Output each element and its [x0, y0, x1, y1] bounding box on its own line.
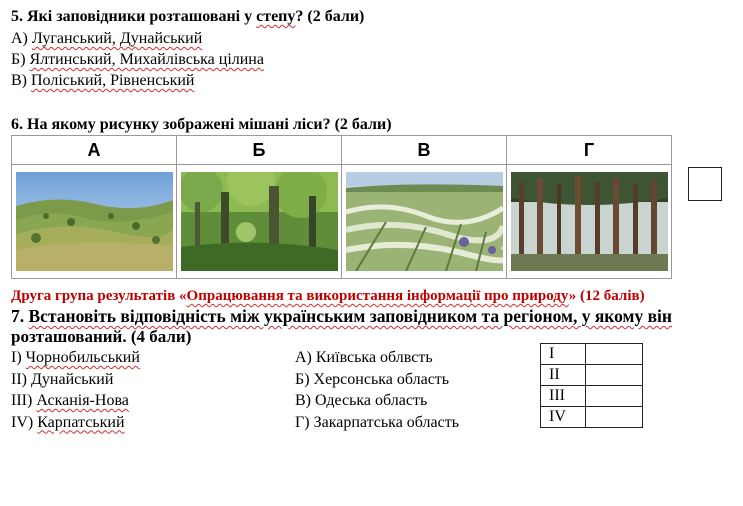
section-header-suffix: » (12 балів): [568, 288, 645, 304]
section-header-prefix: Друга група результатів «: [11, 288, 187, 304]
q5-option-v-prefix: В): [11, 72, 31, 89]
q7-answer-label: IV: [541, 407, 586, 428]
q6-cell-b: [177, 165, 342, 279]
section-header: [11, 286, 645, 306]
pine-forest-photo: [511, 172, 668, 271]
q6-cell-a: [12, 165, 177, 279]
q7-answer-cell[interactable]: [586, 386, 643, 407]
q7-left-prefix: I): [11, 349, 26, 366]
q5-title-prefix: 5.: [11, 8, 27, 25]
q7-left-prefix: III): [11, 392, 37, 409]
q5-option-b-prefix: Б): [11, 51, 30, 68]
q7-right-item: Г) Закарпатська область: [295, 413, 460, 431]
q7-title-line2: розташований. (4 бали): [11, 327, 192, 346]
q7-right-item: А) Київська облвсть: [295, 349, 433, 366]
q5-title: [11, 7, 364, 27]
table-row: [541, 365, 643, 386]
q6-title: 6. На якому рисунку зображені мішані ліси? (2 бали): [11, 116, 392, 133]
q6-column-b: Б: [177, 136, 342, 165]
q5-title-word: степу: [256, 8, 296, 25]
q7-right-item: В) Одеська область: [295, 392, 428, 409]
q5-option-a-text: Луганський, Дунайський: [31, 30, 203, 47]
table-row: [541, 344, 643, 365]
hills-grassland-photo: [16, 172, 173, 271]
q7-right-column: [295, 347, 459, 433]
q7-answer-table: [540, 343, 643, 428]
q7-left-text: Чорнобильський: [25, 349, 140, 366]
section-header-highlight: Опрацювання та використання інформації про природу: [186, 288, 569, 304]
q7-left-text: Асканія-Нова: [36, 392, 129, 409]
q7-left-column: [11, 347, 140, 433]
q6-column-a: А: [12, 136, 177, 165]
q6-answer-box[interactable]: [688, 167, 722, 201]
table-row: [541, 407, 643, 428]
q5-option-b: [11, 50, 264, 70]
q5-option-b-text: Ялтинський, Михайлівська цілина: [29, 51, 264, 68]
q7-title-prefix: 7.: [11, 306, 29, 326]
q5-option-a: [11, 29, 202, 49]
q7-left-item: [11, 412, 140, 434]
q7-answer-label: I: [541, 344, 586, 365]
q6-column-v: В: [342, 136, 507, 165]
q7-left-text: Карпатський: [37, 413, 125, 431]
q7-left-text: Дунайський: [30, 370, 114, 388]
q6-image-table: [11, 135, 672, 279]
q5-option-v-text: Поліський, Рівненський: [31, 72, 195, 89]
q7-title-main: Встановіть відповідність між українським заповідником та регіоном, у якому він: [28, 306, 673, 326]
q5-title-main: Які заповідники розташовані у: [27, 8, 257, 25]
q7-answer-cell[interactable]: [586, 365, 643, 386]
q5-title-points: ? (2 бали): [295, 8, 365, 25]
q7-left-item: [11, 390, 140, 412]
q7-answer-cell[interactable]: [586, 344, 643, 365]
q7-left-prefix: IV): [11, 413, 38, 431]
q7-answer-label: III: [541, 386, 586, 407]
q7-right-item: Б) Херсонська область: [295, 370, 450, 388]
q7-left-prefix: II): [11, 370, 31, 388]
feather-grass-steppe-photo: [346, 172, 503, 271]
q6-column-g: Г: [507, 136, 672, 165]
table-row: [541, 386, 643, 407]
q7-answer-cell[interactable]: [586, 407, 643, 428]
deciduous-forest-photo: [181, 172, 338, 271]
q5-option-v: [11, 71, 195, 91]
q7-answer-label: II: [541, 365, 586, 386]
q6-cell-v: [342, 165, 507, 279]
q5-option-a-prefix: А): [11, 30, 32, 47]
q7-left-item: [11, 347, 140, 369]
q7-left-item: [11, 369, 140, 391]
q7-title-line1: [11, 305, 672, 327]
q6-cell-g: [507, 165, 672, 279]
